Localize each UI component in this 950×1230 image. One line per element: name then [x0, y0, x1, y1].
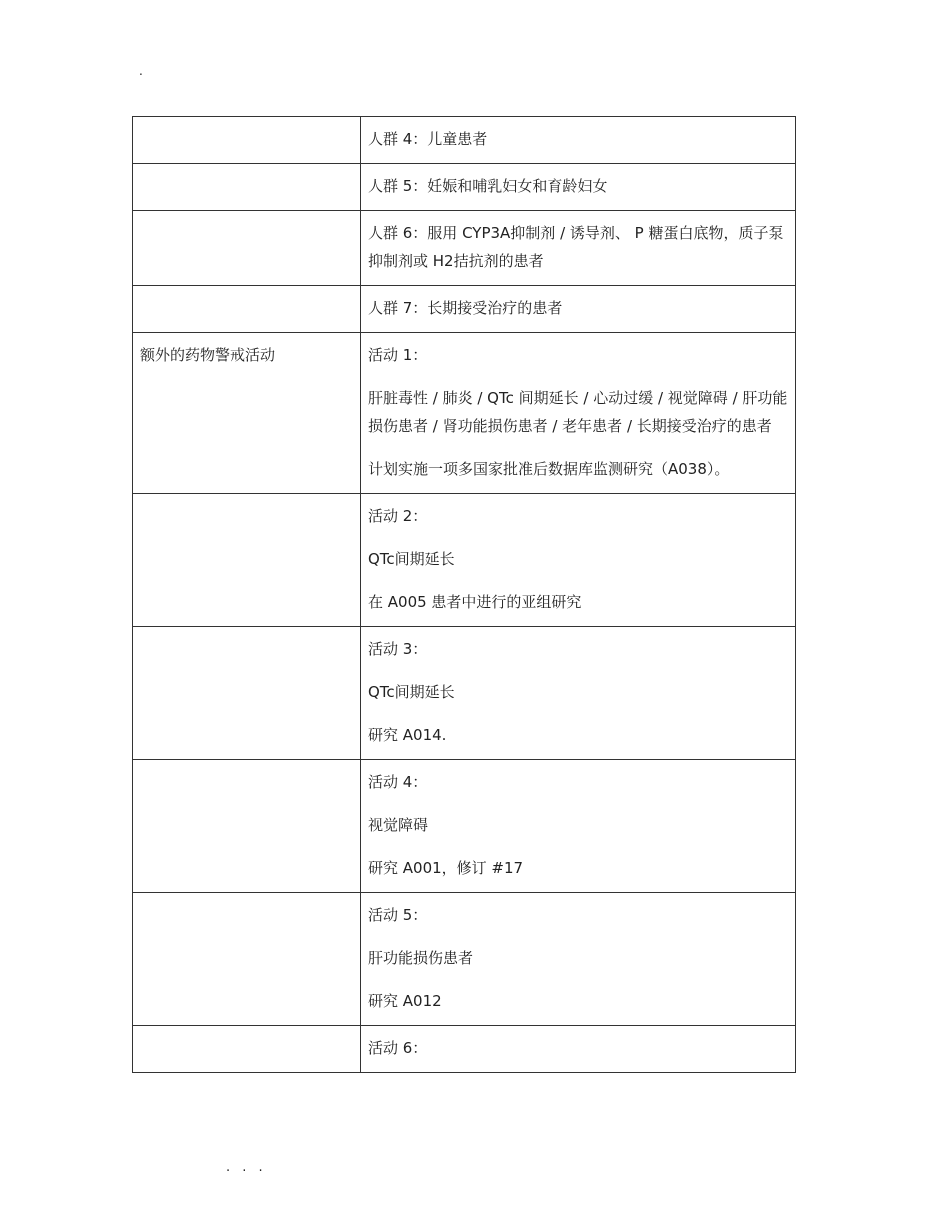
paragraph: 肝功能损伤患者	[368, 949, 474, 967]
paragraph: 人群 6：服用 CYP3A抑制剂 / 诱导剂、 P 糖蛋白底物，质子泵抑制剂或 H2拮抗剂的患者	[368, 224, 784, 270]
paragraph: 活动 4：	[368, 773, 428, 791]
table-row	[133, 286, 796, 333]
row-content	[361, 494, 796, 627]
paragraph: QTc间期延长	[368, 550, 455, 568]
paragraph: 活动 2：	[368, 507, 428, 525]
paragraph: 人群 7：长期接受治疗的患者	[368, 299, 563, 317]
table-row	[133, 333, 796, 494]
table-row	[133, 494, 796, 627]
paragraph: 活动 1：	[368, 346, 428, 364]
paragraph: 计划实施一项多国家批准后数据库监测研究（A038）。	[368, 460, 730, 478]
row-label	[133, 1026, 361, 1073]
row-content	[361, 164, 796, 211]
table-row	[133, 1026, 796, 1073]
paragraph: 研究 A014.	[368, 726, 447, 744]
row-content	[361, 1026, 796, 1073]
paragraph: 研究 A012	[368, 992, 442, 1010]
row-content	[361, 286, 796, 333]
table-row	[133, 211, 796, 286]
row-label	[133, 211, 361, 286]
paragraph: 活动 3：	[368, 640, 428, 658]
table-row	[133, 893, 796, 1026]
row-label	[133, 494, 361, 627]
header-mark: .	[139, 64, 143, 78]
footer-mark: . . .	[226, 1160, 267, 1175]
paragraph: 活动 6：	[368, 1039, 428, 1057]
row-label: 额外的药物警戒活动	[133, 333, 361, 494]
row-content	[361, 893, 796, 1026]
row-label	[133, 627, 361, 760]
row-label	[133, 760, 361, 893]
paragraph: QTc间期延长	[368, 683, 455, 701]
row-label	[133, 164, 361, 211]
paragraph: 视觉障碍	[368, 816, 429, 834]
table-row	[133, 760, 796, 893]
table-row	[133, 627, 796, 760]
row-label	[133, 117, 361, 164]
row-content	[361, 211, 796, 286]
row-content	[361, 760, 796, 893]
paragraph: 人群 4：儿童患者	[368, 130, 488, 148]
paragraph: 活动 5：	[368, 906, 428, 924]
row-content	[361, 627, 796, 760]
paragraph: 人群 5：妊娠和哺乳妇女和育龄妇女	[368, 177, 608, 195]
row-content	[361, 117, 796, 164]
row-content	[361, 333, 796, 494]
row-label	[133, 893, 361, 1026]
pharmacovigilance-table	[132, 116, 796, 1073]
paragraph: 在 A005 患者中进行的亚组研究	[368, 593, 582, 611]
table-row	[133, 164, 796, 211]
table-row	[133, 117, 796, 164]
row-label	[133, 286, 361, 333]
paragraph: 研究 A001，修订 #17	[368, 859, 524, 877]
paragraph: 肝脏毒性 / 肺炎 / QTc 间期延长 / 心动过缓 / 视觉障碍 / 肝功能损伤患者 / 肾功能损伤患者 / 老年患者 / 长期接受治疗的患者	[368, 389, 788, 435]
